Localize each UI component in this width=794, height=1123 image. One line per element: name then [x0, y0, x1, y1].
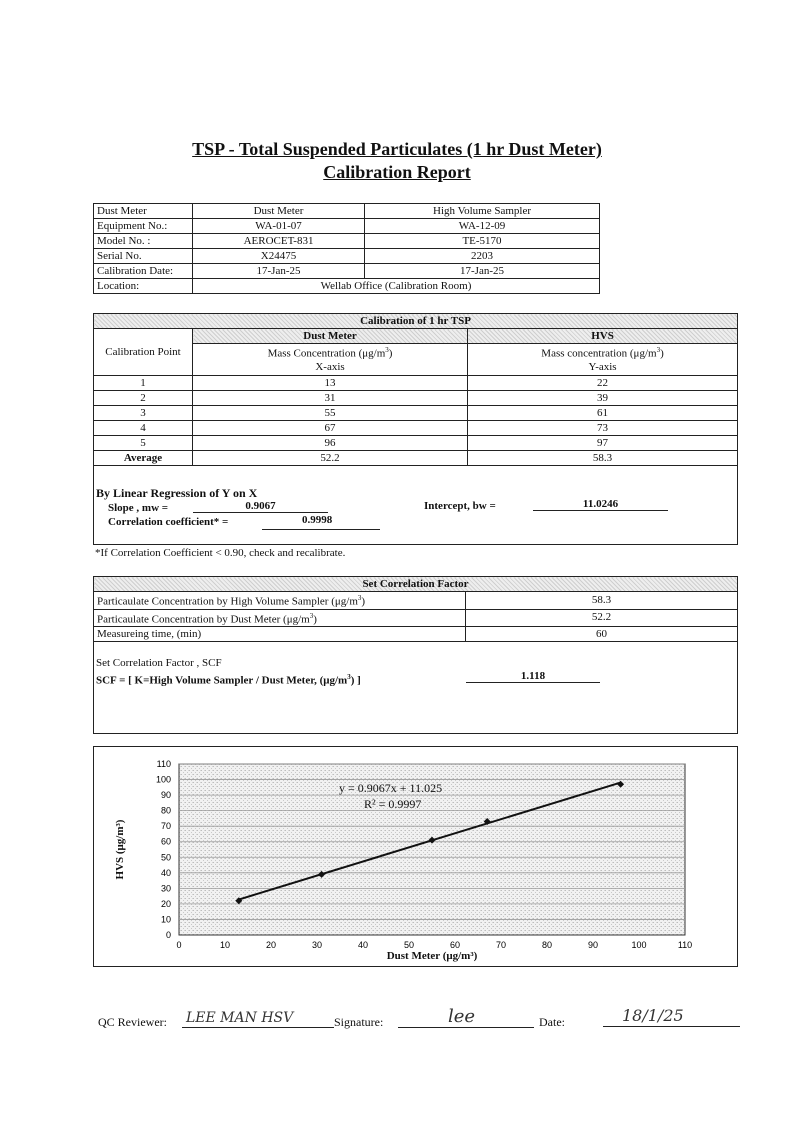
- scf-set-label: Set Correlation Factor , SCF: [96, 657, 222, 669]
- scf-row: [94, 592, 738, 610]
- calibration-table: [93, 313, 738, 466]
- x-tick-label: 30: [311, 940, 323, 950]
- dust-meter-cell: 17-Jan-25: [193, 264, 365, 279]
- scf-row-label: Particaulate Concentration by Dust Meter $(\mu g/m^3)$: [94, 609, 466, 627]
- date-value: 18/1/25: [622, 1006, 684, 1025]
- scf-row-value: 60: [466, 627, 738, 642]
- regression-title: By Linear Regression of Y on X: [96, 486, 258, 500]
- average-y: 58.3: [468, 451, 738, 466]
- y-tick-label: 100: [155, 774, 171, 785]
- y-tick-label: 70: [160, 821, 171, 832]
- date-label: Date:: [539, 1015, 565, 1029]
- calibration-row: [94, 376, 738, 391]
- hvs-conc-header: Mass concentration $(\mu g/m^3)$: [468, 344, 738, 361]
- correlation-label: Correlation coefficient* =: [108, 516, 229, 528]
- y-tick-label: 110: [156, 759, 171, 769]
- y-tick-label: 10: [160, 914, 171, 925]
- scf-row-value: 58.3: [466, 592, 738, 610]
- x-tick-label: 110: [677, 940, 693, 950]
- location-label: Location:: [94, 279, 193, 294]
- hvs-cell: High Volume Sampler: [365, 204, 600, 219]
- hvs-cell: 17-Jan-25: [365, 264, 600, 279]
- report-subtitle: Calibration Report: [323, 162, 471, 182]
- dust-meter-header: Dust Meter: [193, 329, 468, 344]
- hvs-header: HVS: [468, 329, 738, 344]
- qc-reviewer-label: QC Reviewer:: [98, 1015, 167, 1029]
- scf-row-label: Particaulate Concentration by High Volume Sampler $(\mu g/m^3)$: [94, 592, 466, 610]
- calibration-point: 3: [94, 406, 193, 421]
- regression-equation: y = 0.9067x + 11.025: [339, 781, 443, 795]
- qc-reviewer-value: LEE MAN HSV: [186, 1010, 294, 1026]
- signature-value: lee: [448, 1006, 476, 1027]
- y-tick-label: 80: [160, 805, 171, 816]
- equipment-row-label: Dust Meter: [94, 204, 193, 219]
- scf-table: [93, 576, 738, 642]
- hvs-value: 22: [468, 376, 738, 391]
- y-axis-label: Y-axis: [468, 361, 738, 376]
- scf-row-label: Measureing time, (min): [94, 627, 466, 642]
- dust-meter-value: 67: [193, 421, 468, 436]
- hvs-value: 61: [468, 406, 738, 421]
- y-tick-label: 0: [165, 930, 171, 940]
- slope-label: Slope , mw =: [108, 502, 169, 514]
- equipment-row: [94, 249, 600, 264]
- calibration-row: [94, 436, 738, 451]
- intercept-value: 11.0246: [533, 498, 668, 511]
- x-tick-label: 90: [587, 940, 599, 950]
- scf-row-value: 52.2: [466, 609, 738, 627]
- signature-label: Signature:: [334, 1015, 384, 1029]
- equipment-table: [93, 203, 600, 294]
- x-tick-label: 80: [541, 940, 553, 950]
- equipment-row: [94, 234, 600, 249]
- hvs-cell: TE-5170: [365, 234, 600, 249]
- dust-meter-cell: AEROCET-831: [193, 234, 365, 249]
- calibration-point: 5: [94, 436, 193, 451]
- x-tick-label: 70: [495, 940, 507, 950]
- equipment-row-label: Equipment No.:: [94, 219, 193, 234]
- dust-meter-cell: Dust Meter: [193, 204, 365, 219]
- scf-value: 1.118: [466, 670, 600, 683]
- x-axis-title: Dust Meter (μg/m³): [386, 950, 478, 962]
- calibration-point: 1: [94, 376, 193, 391]
- y-tick-label: 30: [160, 883, 171, 894]
- x-axis-label: X-axis: [193, 361, 468, 376]
- calibration-row: [94, 421, 738, 436]
- hvs-value: 39: [468, 391, 738, 406]
- dust-meter-value: 96: [193, 436, 468, 451]
- average-x: 52.2: [193, 451, 468, 466]
- hvs-value: 97: [468, 436, 738, 451]
- calibration-point-label: Calibration Point: [94, 329, 193, 376]
- x-tick-label: 10: [219, 940, 231, 950]
- average-label: Average: [94, 451, 193, 466]
- calibration-header: Calibration of 1 hr TSP: [94, 314, 738, 329]
- x-tick-label: 100: [631, 940, 647, 950]
- y-tick-label: 20: [160, 898, 171, 909]
- dust-meter-value: 55: [193, 406, 468, 421]
- x-tick-label: 60: [449, 940, 461, 950]
- hvs-cell: 2203: [365, 249, 600, 264]
- equipment-row: [94, 219, 600, 234]
- y-tick-label: 40: [160, 867, 171, 878]
- equipment-row-label: Serial No.: [94, 249, 193, 264]
- y-tick-label: 60: [160, 836, 171, 847]
- hvs-cell: WA-12-09: [365, 219, 600, 234]
- y-axis-title: HVS (μg/m³): [114, 819, 126, 880]
- calibration-chart: [93, 746, 738, 967]
- location-value: Wellab Office (Calibration Room): [193, 279, 600, 294]
- dust-meter-cell: WA-01-07: [193, 219, 365, 234]
- r-squared: R² = 0.9997: [364, 797, 422, 811]
- equipment-row: [94, 264, 600, 279]
- calibration-point: 2: [94, 391, 193, 406]
- x-tick-label: 0: [176, 940, 182, 950]
- scf-row: [94, 627, 738, 642]
- correlation-note: *If Correlation Coefficient < 0.90, check and recalibrate.: [95, 547, 346, 559]
- y-tick-label: 90: [160, 790, 171, 801]
- calibration-point: 4: [94, 421, 193, 436]
- calibration-row: [94, 391, 738, 406]
- x-tick-label: 50: [403, 940, 415, 950]
- dust-meter-value: 31: [193, 391, 468, 406]
- equipment-row-label: Calibration Date:: [94, 264, 193, 279]
- dust-meter-cell: X24475: [193, 249, 365, 264]
- x-tick-label: 40: [357, 940, 369, 950]
- slope-value: 0.9067: [193, 500, 328, 513]
- scf-formula: SCF = [ K=High Volume Sampler / Dust Meter, $(\mu g/m^3)$ ]: [96, 673, 361, 687]
- report-title: TSP - Total Suspended Particulates (1 hr Dust Meter): [192, 139, 602, 159]
- equipment-row: [94, 204, 600, 219]
- intercept-label: Intercept, bw =: [424, 500, 496, 512]
- location-row: [94, 279, 600, 294]
- scf-header: Set Correlation Factor: [94, 577, 738, 592]
- dust-conc-header: Mass Concentration $(\mu g/m^3)$: [193, 344, 468, 361]
- calibration-row: [94, 406, 738, 421]
- y-tick-label: 50: [160, 852, 171, 863]
- scf-row: [94, 609, 738, 627]
- hvs-value: 73: [468, 421, 738, 436]
- correlation-value: 0.9998: [302, 514, 333, 526]
- dust-meter-value: 13: [193, 376, 468, 391]
- x-tick-label: 20: [265, 940, 277, 950]
- equipment-row-label: Model No. :: [94, 234, 193, 249]
